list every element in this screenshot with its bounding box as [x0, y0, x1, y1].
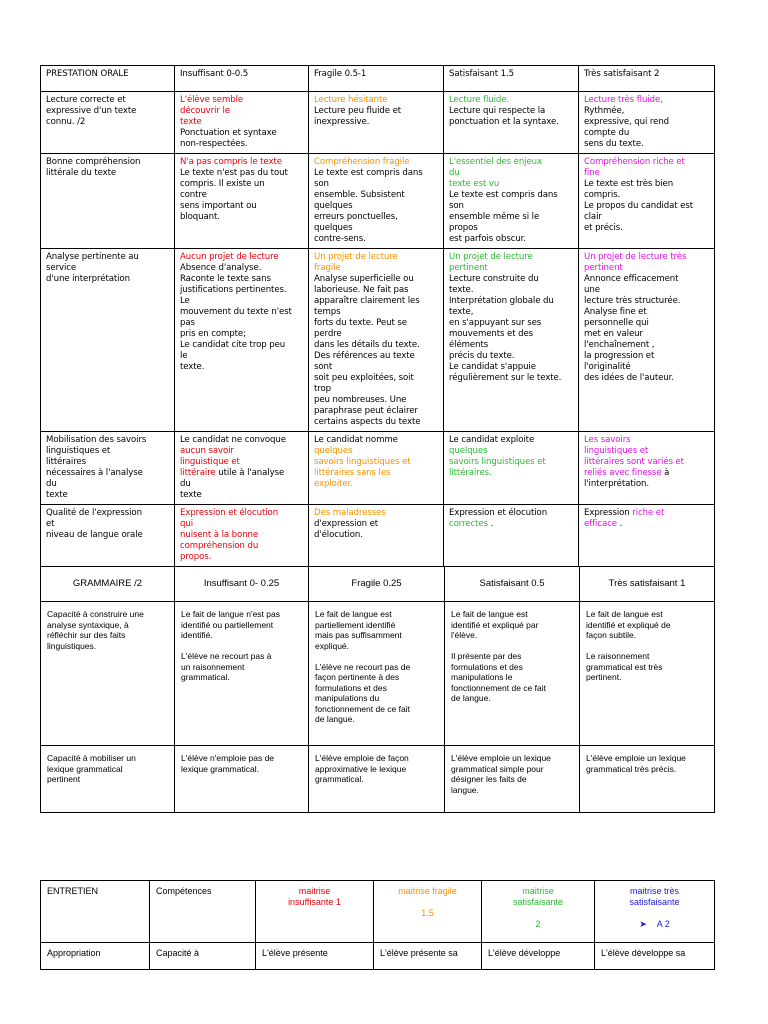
rubric-cell [309, 92, 444, 154]
highlighted-text: Lecture très fluide, [584, 95, 663, 105]
rubric-cell [309, 249, 444, 432]
cell-text: d'expression et d'élocution. [314, 519, 379, 540]
rubric-cell: L'élève développe [482, 943, 595, 970]
cell-text: Le texte est compris dans son ensemble. Subsistent quelques erreurs ponctuelles, quelques contre-sens. [314, 168, 423, 244]
grammar-row-analyse [41, 602, 715, 746]
interview-header-insuffisante: maitrise insuffisante 1 [256, 881, 374, 943]
rubric-cell: L'élève emploie un lexique grammatical simple pour désigner les faits de langue. [445, 746, 580, 813]
criterion-cell: Qualité de l'expression et niveau de langue orale [41, 505, 175, 567]
highlighted-text: correctes [449, 519, 488, 529]
rubric-cell [579, 249, 715, 432]
oral-header-insuffisant: Insuffisant 0-0.5 [175, 66, 309, 92]
criterion-cell: Lecture correcte et expressive d'un texte connu. /2 [41, 92, 175, 154]
oral-header-row [41, 66, 715, 92]
rubric-cell [579, 505, 715, 567]
oral-row-expression [41, 505, 715, 567]
cell-text: Le texte n'est pas du tout compris. Il existe un contre sens important ou bloquant. [180, 168, 288, 222]
rubric-cell: Le fait de langue est identifié et expliqué de façon subtile. Le raisonnement grammatical est très pertinent. [580, 602, 715, 746]
highlighted-text: N'a pas compris le texte [180, 157, 282, 167]
rubric-cell: Le fait de langue n'est pas identifié ou partiellement identifié. L'élève ne recourt pas à un raisonnement grammatical. [175, 602, 309, 746]
criterion-cell: Mobilisation des savoirs linguistiques et littéraires nécessaires à l'analyse du texte [41, 432, 175, 505]
criterion-cell: Bonne compréhension littérale du texte [41, 154, 175, 249]
highlighted-text: L'essentiel des enjeux du texte est vu [449, 157, 542, 189]
highlighted-text: quelques savoirs linguistiques et littéraires. [449, 446, 546, 478]
highlighted-text: Compréhension riche et fine [584, 157, 685, 178]
highlighted-text: Expression et élocution qui nuisent à la bonne compréhension du propos. [180, 508, 279, 562]
oral-row-savoirs [41, 432, 715, 505]
interview-header-title: ENTRETIEN [41, 881, 150, 943]
interview-header-satisfaisante: maitrise satisfaisante 2 [482, 881, 595, 943]
grammar-rubric-table [40, 566, 715, 813]
rubric-cell: Le fait de langue est partiellement identifié mais pas suffisamment expliqué. L'élève ne recourt pas de façon pertinente à des formulations et des manipulations du fonctionnement de ce fait de langue. [309, 602, 445, 746]
rubric-cell [444, 92, 579, 154]
grammar-row-lexique [41, 746, 715, 813]
highlighted-text: Les savoirs linguistiques et littéraires sont variés et reliés avec finesse [584, 435, 684, 478]
rubric-cell: L'élève emploie de façon approximative le lexique grammatical. [309, 746, 445, 813]
interview-header-row [41, 881, 715, 943]
cell-text: . [616, 519, 623, 529]
rubric-cell [309, 432, 444, 505]
highlighted-text: Aucun projet de lecture [180, 252, 279, 262]
rubric-cell [309, 505, 444, 567]
rubric-cell: Le fait de langue est identifié et expliqué par l'élève. Il présente par des formulations et des manipulations le fonctionnement de ce fait de langue. [445, 602, 580, 746]
rubric-cell: Capacité à [150, 943, 256, 970]
highlighted-text: Des maladresses [314, 508, 386, 518]
cell-text: Annonce efficacement une lecture très structurée. Analyse fine et personnelle qui met en valeur l'enchaînement , la progression et l'originalité des idées de l'auteur. [584, 274, 681, 383]
highlighted-text: Compréhension fragile [314, 157, 410, 167]
cell-text: Expression et élocution [449, 508, 548, 518]
criterion-cell: Appropriation [41, 943, 150, 970]
rubric-cell [579, 432, 715, 505]
interview-tres-label: maitrise très satisfaisante [629, 886, 680, 907]
oral-row-lecture [41, 92, 715, 154]
oral-rubric-table [40, 65, 715, 567]
rubric-cell [444, 249, 579, 432]
cell-text: Le candidat ne convoque [180, 435, 286, 445]
oral-header-tres-satisfaisant: Très satisfaisant 2 [579, 66, 715, 92]
rubric-cell [579, 92, 715, 154]
cell-text: Le texte est compris dans son ensemble même si le propos est parfois obscur. [449, 190, 558, 244]
rubric-cell: L'élève présente sa [374, 943, 482, 970]
highlighted-text: quelques savoirs linguistiques et littéraires sans les exploiter. [314, 446, 411, 489]
interview-header-fragile: maitrise fragile 1.5 [374, 881, 482, 943]
highlighted-text: Lecture fluide. [449, 95, 510, 105]
cell-text: Lecture peu fluide et inexpressive. [314, 106, 402, 127]
highlighted-text: Un projet de lecture pertinent [449, 252, 533, 273]
rubric-cell [444, 154, 579, 249]
oral-header-title: PRESTATION ORALE [41, 66, 175, 92]
cell-text: Le candidat nomme [314, 435, 398, 445]
grammar-header-satisfaisant: Satisfaisant 0.5 [445, 567, 580, 602]
rubric-cell [579, 154, 715, 249]
cell-text: Rythmée, expressive, qui rend compte du sens du texte. [584, 106, 670, 149]
rubric-cell: L'élève présente [256, 943, 374, 970]
interview-header-tres-satisfaisante [595, 881, 715, 943]
rubric-cell: L'élève développe sa [595, 943, 715, 970]
rubric-cell: L'élève emploie un lexique grammatical très précis. [580, 746, 715, 813]
cell-text: à l'interprétation. [584, 468, 670, 489]
arrow-bullet-icon: ➤ [639, 919, 647, 929]
rubric-cell [175, 92, 309, 154]
rubric-cell [444, 505, 579, 567]
cell-text: Lecture construite du texte. Interprétation globale du texte, en s'appuyant sur ses mouvements et des éléments précis du texte. Le candidat s'appuie régulièrement sur le texte. [449, 274, 562, 383]
highlighted-text: Lecture hésitante [314, 95, 388, 105]
interview-header-competences: Compétences [150, 881, 256, 943]
highlighted-text: aucun savoir linguistique et littéraire [180, 446, 240, 478]
oral-row-comprehension [41, 154, 715, 249]
highlighted-text: L'élève semble découvrir le texte [180, 95, 244, 127]
cell-text: Analyse superficielle ou laborieuse. Ne fait pas apparaître clairement les temps forts du texte. Peut se perdre dans les détails du texte. Des références au texte sont soit peu exploitées, soit trop peu nombreuses. Une paraphrase peut éclairer certains aspects du texte [314, 274, 421, 427]
cell-text: Lecture qui respecte la ponctuation et la syntaxe. [449, 106, 559, 127]
grammar-header-insuffisant: Insuffisant 0- 0.25 [175, 567, 309, 602]
rubric-cell: L'élève n'emploie pas de lexique grammatical. [175, 746, 309, 813]
criterion-cell: Capacité à construire une analyse syntaxique, à réfléchir sur des faits linguistiques. [41, 602, 175, 746]
cell-text: Expression [584, 508, 633, 518]
grammar-header-title: GRAMMAIRE /2 [41, 567, 175, 602]
rubric-cell [444, 432, 579, 505]
cell-text: Le candidat exploite [449, 435, 535, 445]
rubric-cell [309, 154, 444, 249]
interview-rubric-table [40, 880, 715, 970]
grammar-header-tres-satisfaisant: Très satisfaisant 1 [580, 567, 715, 602]
oral-header-satisfaisant: Satisfaisant 1.5 [444, 66, 579, 92]
interview-tres-score: A 2 [656, 919, 670, 929]
cell-text: Ponctuation et syntaxe non-respectées. [180, 128, 277, 149]
cell-text: Le texte est très bien compris. Le propos du candidat est clair et précis. [584, 179, 694, 233]
grammar-header-fragile: Fragile 0.25 [309, 567, 445, 602]
criterion-cell: Capacité à mobiliser un lexique grammatical pertinent [41, 746, 175, 813]
grammar-header-row [41, 567, 715, 602]
cell-text: Absence d'analyse. Raconte le texte sans justifications pertinentes. Le mouvement du texte n'est pas pris en compte; Le candidat cite trop peu le texte. [180, 263, 292, 372]
highlighted-text: Un projet de lecture fragile [314, 252, 398, 273]
oral-row-analyse [41, 249, 715, 432]
highlighted-text: riche et efficace [584, 508, 665, 529]
interview-row-appropriation [41, 943, 715, 970]
criterion-cell: Analyse pertinente au service d'une interprétation [41, 249, 175, 432]
rubric-cell [175, 505, 309, 567]
cell-text: . [487, 519, 494, 529]
cell-text: utile à l'analyse du texte [180, 468, 285, 500]
oral-header-fragile: Fragile 0.5-1 [309, 66, 444, 92]
rubric-cell [175, 154, 309, 249]
rubric-cell [175, 249, 309, 432]
highlighted-text: Un projet de lecture très pertinent [584, 252, 687, 273]
rubric-cell [175, 432, 309, 505]
